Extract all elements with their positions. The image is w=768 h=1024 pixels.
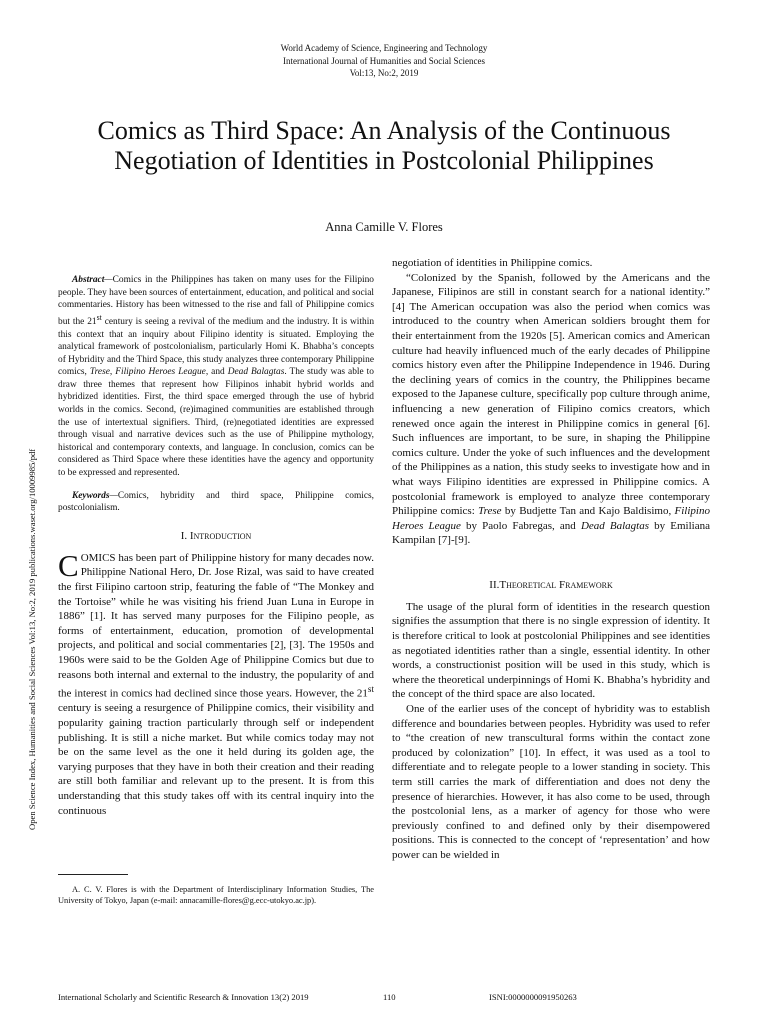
- abstract-sep-1: ,: [109, 367, 116, 378]
- drop-cap: C: [58, 547, 79, 583]
- abstract-label: Abstract: [72, 275, 105, 285]
- abstract-text-2: century is seeing a revival of the medium and the industry. It is within this context that an inquiry about Filipino identity is situated. Employing the analytical framework of postcolonialism, particularly Homi K. Bhabha’s concepts of Hybridity and the Third Space, this study analyzes three contemporary Philippine comics,: [58, 316, 375, 378]
- abstract-text-3: . The study was able to draw three themes that represent how Filipinos inhabit hybrid worlds and hybridized identities. First, the third space emerged through the use of hybrid worlds in the comics. Second, (re)imagined communities are established through the use of intertextual signifiers. Third, (re)negotiated identities are expressed through visual and narrative devices such as the use of Philippine mythology, historical and contemporary contexts, and language. In conclusion, comics can be considered as Third Space where these identities have the agency and opportunity to be expressed and represented.: [58, 367, 374, 479]
- intro-lead-word: OMICS: [80, 551, 116, 564]
- abstract: [58, 274, 374, 480]
- sidebar-citation-text: Open Science Index, Humanities and Social Sciences Vol:13, No:2, 2019 publications.waset.org/10009985/pdf: [27, 448, 37, 830]
- journal-name: World Academy of Science, Engineering and Technology: [280, 43, 488, 53]
- intro-text-1: has been part of Philippine history for many decades now. Philippine National Hero, Dr. Jose Rizal, was said to have created the first Filipino cartoon strip, featuring the fable of “The Monkey and the Tortoise” while he was visiting his friend Juan Luna in Europe in 1886” [1]. It has served many purposes for the Filipino people, as forms of entertainment, education, promotion of developmental projects, and political and social commentaries [2], [3]. The 1950s and 1960s were said to be the Golden Age of Philippine Comics but due to reasons both internal and external to the industry, the popularity of and the interest in comics had declined since those years. However, the 21: [58, 551, 374, 700]
- intro-text-2: century is seeing a resurgence of Philippine comics, their visibility and popularity gaining traction particularly through self or independent publishing. It is still a niche market. But while comics today may not be on the same level as the one it held during its golden age, the varying purposes that they have in both their creation and their reading are still both familiar and relevant up to the present. It is from this understanding that this study takes off with its central inquiry into the continuous: [58, 702, 374, 817]
- keywords-dash: —: [109, 490, 118, 501]
- framework-paragraph-1: The usage of the plural form of identities in the research question signifies the assumption that there is no single expression of identity. It is therefore critical to look at postcolonial Philippines and see identities as negotiated identities rather than a single, essential identity. In other words, a constructionist position will be used in this study, which is where the theoretical underpinnings of Homi K. Bhabha’s hybridity and the concept of the third space are also located.: [392, 600, 710, 701]
- abstract-sep-2: , and: [205, 367, 228, 378]
- paper-author: Anna Camille V. Flores: [325, 220, 443, 234]
- abstract-work-trese: Trese: [89, 367, 110, 378]
- work-fhl: Filipino Heroes League: [392, 505, 710, 532]
- right-column: [392, 256, 710, 863]
- keywords-label: Keywords: [72, 490, 110, 501]
- intro-text-6: by Emiliana Kampilan [7]-[9].: [392, 519, 710, 547]
- work-dead-balagtas: Dead Balagtas: [580, 519, 650, 532]
- intro-sup: st: [367, 684, 374, 695]
- section-1-numeral: I.: [180, 529, 188, 542]
- footer-isni: ISNI:0000000091950263: [489, 992, 577, 1002]
- intro-text-5: by Paolo Fabregas, and: [460, 519, 581, 532]
- keywords-text: Comics, hybridity and third space, Philippine comics, postcolonialism.: [58, 490, 374, 514]
- intro-text-4: by Budjette Tan and Kajo Baldisimo,: [501, 505, 675, 518]
- intro-continued: negotiation of identities in Philippine comics.: [392, 257, 593, 269]
- left-column: [58, 274, 374, 818]
- footer-publisher: International Scholarly and Scientific Research & Innovation 13(2) 2019: [58, 992, 309, 1002]
- section-2-numeral: II.: [489, 578, 500, 591]
- abstract-work-fhl: Filipino Heroes League: [115, 367, 206, 378]
- footnote: A. C. V. Flores is with the Department of Interdisciplinary Information Studies, The University of Tokyo, Japan (e-mail: annacamille-flores@g.ecc-utokyo.ac.jp).: [58, 885, 374, 905]
- work-trese: Trese: [478, 505, 502, 518]
- intro-paragraph-1: [58, 547, 374, 818]
- intro-paragraph-2: [392, 271, 710, 548]
- journal-header: [0, 42, 768, 80]
- footnote-divider: [58, 874, 128, 875]
- section-2-title: Theoretical Framework: [499, 578, 613, 591]
- journal-subtitle: International Journal of Humanities and Social Sciences: [283, 55, 485, 66]
- section-2-heading: [392, 578, 710, 592]
- abstract-text-1: Comics in the Philippines has taken on many uses for the Filipino people. They have been sources of entertainment, education, and political and social commentaries. History has been witnessed to the rise and fall of Philippine comics but the 21: [58, 275, 374, 327]
- abstract-dash: —: [104, 275, 113, 285]
- abstract-work-dead-balagtas: Dead Balagtas: [227, 367, 285, 378]
- keywords: [58, 490, 374, 515]
- paper-title: Comics as Third Space: An Analysis of the Continuous Negotiation of Identities in Postcolonial Philippines: [97, 116, 671, 175]
- section-1-heading: [58, 529, 374, 543]
- intro-text-3: “Colonized by the Spanish, followed by the Americans and the Japanese, Filipinos are still in constant search for a national identity.” [4] The American occupation was also the period when comics was introduced to the country when American soldiers brought them for their entertainment from the 1920s [5]. American comics and American culture had heavily influenced much of the early decades of Philippine comics history even after the Philippine Independence in 1946. During the declining years of comics in the country, the Philippines became exposed to the Japanese culture, specifically pop culture through anime, influencing a new generation of Filipino comics creators, which renewed once again the interest in Philippine comics in general [6]. Such influences are important, to be sure, in shaping the Philippine comics culture. Under the yoke of such influences and the development of the Philippines as a nation, this study seeks to investigate how and in what ways Filipino identities are expressed in Philippine comics. A postcolonial framework is employed to analyze three contemporary Philippine comics:: [392, 271, 710, 518]
- abstract-sup: st: [96, 312, 102, 322]
- footer-page-number: 110: [383, 992, 396, 1002]
- section-1-title: Introduction: [189, 529, 252, 542]
- journal-volume: Vol:13, No:2, 2019: [349, 68, 419, 78]
- framework-paragraph-2: One of the earlier uses of the concept of hybridity was to establish difference and boundaries between peoples. Hybridity was used to refer to “the creation of new transcultural forms within the contact zone produced by colonization” [10]. In effect, it was used as a tool to differentiate and to relegate people to a lower standing in society. This term still carries the mark of differentiation and does not deny the presence of hierarchies. However, it has also come to be used, through the postcolonial lens, as a marker of agency for those who were previously confined to and defined only by their disempowered positions. This is connected to the concept of ‘representation’ and how power can be wielded in: [392, 703, 710, 861]
